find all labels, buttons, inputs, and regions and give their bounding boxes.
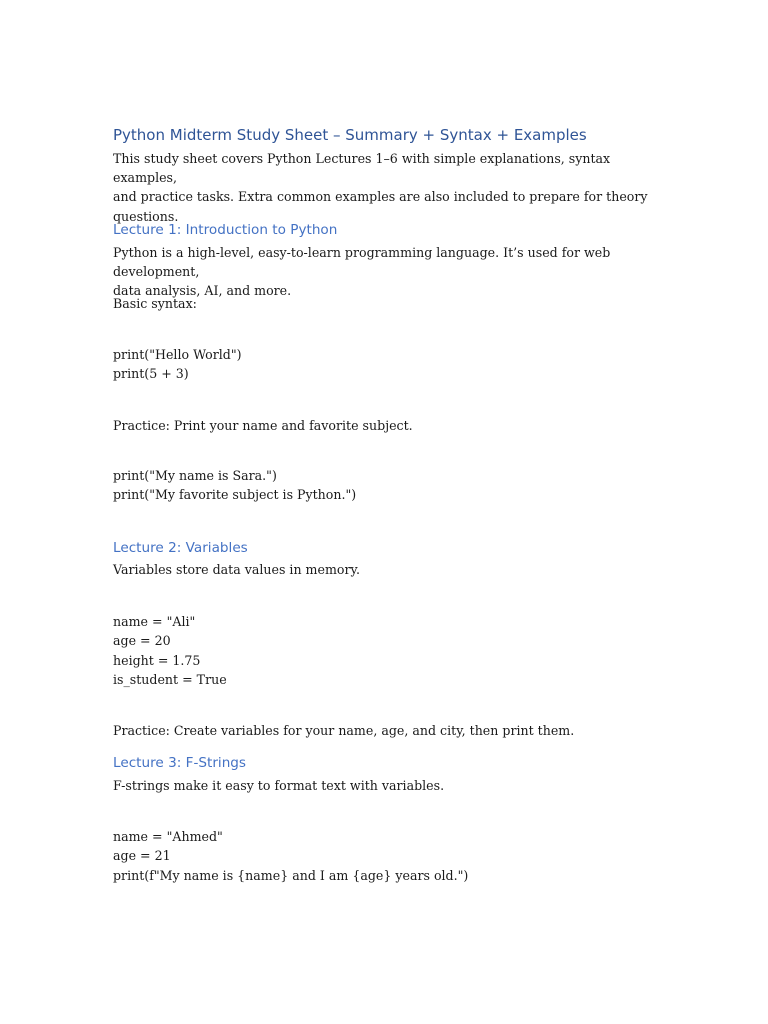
lecture1-basic-syntax [113,294,658,313]
lecture3-desc-line: F-strings make it easy to format text with variables. [113,778,445,793]
lecture2-practice [113,721,658,740]
code-line: print("Hello World") [113,347,242,362]
code-line: print("My favorite subject is Python.") [113,487,357,503]
intro-paragraph [113,149,658,226]
code-line: age = 20 [113,633,171,649]
code-line: name = "Ahmed" [113,829,223,844]
document-title-block [113,124,658,150]
lecture2-heading-block [113,538,658,558]
practice-text: Practice: Create variables for your name, age, and city, then print them. [113,723,575,738]
code-line: print("My name is Sara.") [113,468,277,483]
lecture2-code-block [113,612,658,689]
lecture3-code-block [113,827,658,885]
practice-text: Practice: Print your name and favorite subject. [113,418,413,433]
intro-line: questions. [113,208,179,224]
lecture1-heading-block [113,220,658,240]
code-line: is_student = True [113,671,227,687]
lecture1-desc-line: Python is a high-level, easy-to-learn programming language. It’s used for web development, [113,245,611,280]
lecture3-description [113,776,658,795]
lecture1-code-block [113,345,658,384]
lecture2-description [113,560,658,579]
document-title: Python Midterm Study Sheet – Summary + Syntax + Examples [113,126,587,144]
lecture2-heading: Lecture 2: Variables [113,540,248,556]
lecture1-practice [113,416,658,435]
code-line: print(f"My name is {name} and I am {age} years old.") [113,867,469,883]
code-line: height = 1.75 [113,652,201,668]
lecture3-heading-block [113,753,658,773]
intro-line: and practice tasks. Extra common examples are also included to prepare for theory [113,189,648,205]
basic-syntax-label: Basic syntax: [113,296,197,311]
intro-line: This study sheet covers Python Lectures 1–6 with simple explanations, syntax examples, [113,151,611,186]
code-line: name = "Ali" [113,614,196,629]
lecture3-heading: Lecture 3: F-Strings [113,755,247,771]
lecture1-desc-line: data analysis, AI, and more. [113,283,292,299]
lecture1-description [113,243,658,301]
lecture1-heading: Lecture 1: Introduction to Python [113,222,338,238]
lecture1-practice-code [113,466,658,505]
lecture2-desc-line: Variables store data values in memory. [113,562,360,577]
code-line: print(5 + 3) [113,366,189,382]
code-line: age = 21 [113,848,171,864]
